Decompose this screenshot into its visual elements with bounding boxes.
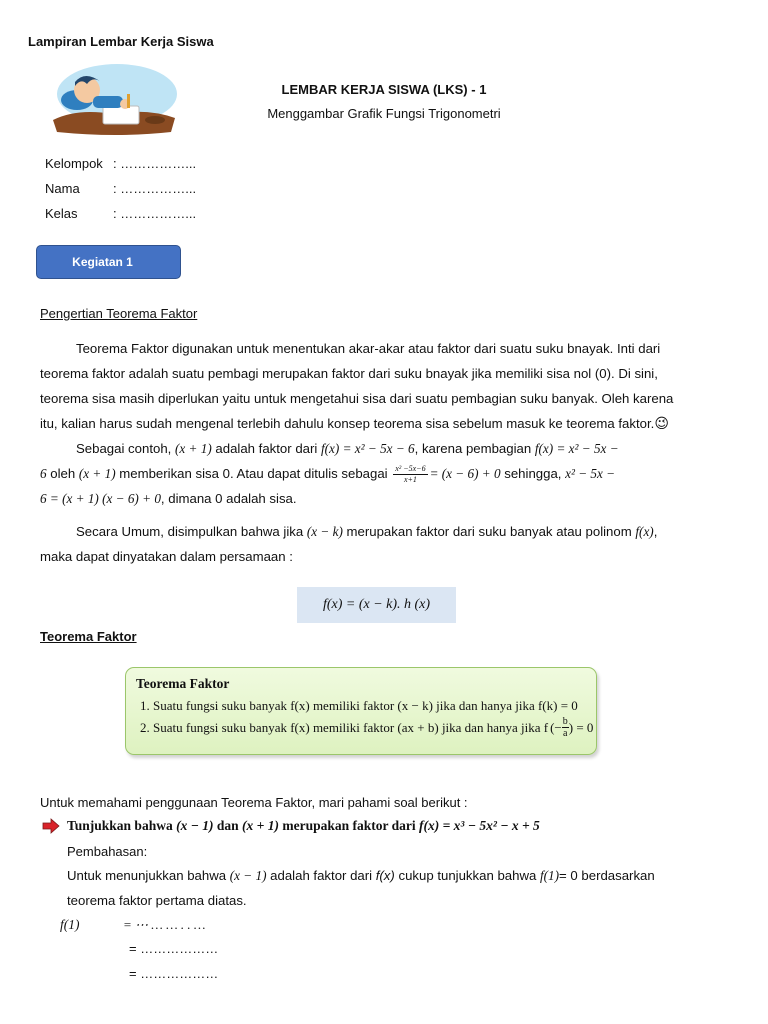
- form-row-kelas: [45, 206, 196, 221]
- text: adalah faktor dari: [270, 868, 373, 883]
- text: , dimana 0 adalah sisa.: [160, 491, 297, 506]
- paragraph-line: [40, 411, 720, 436]
- fraction-numerator: b: [562, 716, 568, 727]
- math: (x + 1): [175, 441, 212, 456]
- text: oleh: [50, 466, 76, 481]
- paragraph-line: teorema sisa masih diperlukan yaitu untuk mengetahui sisa dari suatu pembagian suku banyak. Oleh karena: [40, 391, 674, 406]
- formula-box: f(x) = (x − k). h (x): [297, 587, 456, 623]
- form-row-nama: [45, 181, 196, 196]
- kelas-field[interactable]: ……………...: [120, 206, 197, 221]
- work-line-2[interactable]: = ………………: [129, 941, 219, 956]
- work-line-1[interactable]: = ⋯ … … . . …: [123, 917, 206, 932]
- pembahasan-text: [67, 863, 727, 913]
- text: merupakan faktor dari: [282, 818, 416, 833]
- text: cukup tunjukkan bahwa: [398, 868, 537, 883]
- text: , karena pembagian: [414, 441, 532, 456]
- text: merupakan faktor dari suku banyak atau polinom: [346, 524, 632, 539]
- kelompok-field[interactable]: ……………...: [120, 156, 197, 171]
- text: Untuk menunjukkan bahwa: [67, 868, 227, 883]
- section-heading-teorema: Teorema Faktor: [40, 629, 137, 644]
- text: Sebagai contoh,: [76, 441, 172, 456]
- form-row-kelompok: [45, 156, 196, 171]
- fraction-denominator: a: [563, 728, 568, 739]
- paragraph-intro: [40, 336, 720, 436]
- text: adalah faktor dari: [215, 441, 318, 456]
- paragraph-example: [40, 436, 730, 511]
- text: Tunjukkan bahwa: [67, 818, 173, 833]
- form-separator: :: [113, 206, 117, 221]
- kegiatan-badge: Kegiatan 1: [36, 245, 181, 279]
- math: f(x) = x³ − 5x² − x + 5: [418, 818, 540, 833]
- text: dan: [216, 818, 239, 833]
- math: f(1): [539, 868, 560, 883]
- fraction: [393, 464, 427, 485]
- pembahasan-label: Pembahasan:: [67, 844, 148, 859]
- math: f(x) = x² − 5x − 6: [320, 441, 415, 456]
- arrow-right-icon: [42, 818, 60, 834]
- paragraph-general: [40, 519, 730, 569]
- text: memberikan sisa 0. Atau dapat ditulis sebagai: [119, 466, 388, 481]
- theorem-text: ) = 0: [568, 719, 594, 735]
- paragraph-line: maka dapat dinyatakan dalam persamaan :: [40, 549, 293, 564]
- fraction: [562, 716, 569, 739]
- exercise-question: [67, 818, 540, 834]
- worksheet-subtitle: Menggambar Grafik Fungsi Trigonometri: [267, 106, 501, 121]
- math: 6: [40, 466, 47, 481]
- theorem-text: 2. Suatu fungsi suku banyak f(x) memiliki faktor (ax + b) jika dan hanya jika f: [140, 719, 549, 735]
- math: (x + 1): [242, 818, 279, 833]
- math: f(x): [375, 868, 395, 883]
- math: (x + 1): [78, 466, 116, 481]
- math: f(x) = x² − 5x −: [534, 441, 619, 456]
- form-separator: :: [113, 181, 117, 196]
- text: sehingga,: [504, 466, 562, 481]
- work-line-3[interactable]: = ………………: [129, 966, 219, 981]
- math: (x − k): [306, 524, 343, 539]
- paragraph-line: Teorema Faktor digunakan untuk menentukan akar-akar atau faktor dari suatu suku bnayak. Inti dari: [76, 341, 661, 356]
- student-writing-illustration: [47, 58, 179, 140]
- paragraph-line: teorema faktor adalah suatu pembagi merupakan faktor dari suku bnayak jika memiliki sisa nol (0). Di sini,: [40, 366, 658, 381]
- math: f(x): [635, 524, 654, 539]
- form-label: Nama: [45, 181, 80, 196]
- worksheet-title: LEMBAR KERJA SISWA (LKS) - 1: [281, 82, 487, 97]
- math: = (x − 6) + 0: [429, 466, 501, 481]
- smiley-icon: 😉: [654, 415, 669, 431]
- text: Secara Umum, disimpulkan bahwa jika: [76, 524, 304, 539]
- section-heading-pengertian: Pengertian Teorema Faktor: [40, 306, 198, 321]
- form-separator: :: [113, 156, 117, 171]
- text: = 0 berdasarkan: [559, 868, 655, 883]
- math: (x − 1): [229, 868, 267, 883]
- form-label: Kelas: [45, 206, 78, 221]
- work-lhs: f(1): [60, 917, 80, 932]
- appendix-label: Lampiran Lembar Kerja Siswa: [28, 34, 214, 49]
- fraction-numerator: x² −5x−6: [395, 464, 426, 474]
- theorem-item-2: [136, 716, 594, 739]
- theorem-box: [125, 667, 597, 755]
- paragraph-line: teorema faktor pertama diatas.: [67, 893, 247, 908]
- math: 6 = (x + 1) (x − 6) + 0: [40, 491, 161, 506]
- fraction-denominator: x+1: [403, 475, 417, 485]
- theorem-title: Teorema Faktor: [136, 676, 230, 691]
- theorem-item-1: 1. Suatu fungsi suku banyak f(x) memiliki faktor (x − k) jika dan hanya jika f(k) = 0: [140, 698, 578, 713]
- math: (x − 1): [176, 818, 214, 833]
- form-label: Kelompok: [45, 156, 103, 171]
- paragraph-text: itu, kalian harus sudah mengenal terlebih dahulu konsep teorema sisa sebelum masuk ke teorema faktor.: [40, 416, 655, 431]
- nama-field[interactable]: ……………...: [120, 181, 197, 196]
- text: ,: [653, 524, 658, 539]
- math: x² − 5x −: [565, 466, 616, 481]
- exercise-intro: Untuk memahami penggunaan Teorema Faktor, mari pahami soal berikut :: [40, 795, 468, 810]
- theorem-text: (−: [550, 719, 562, 735]
